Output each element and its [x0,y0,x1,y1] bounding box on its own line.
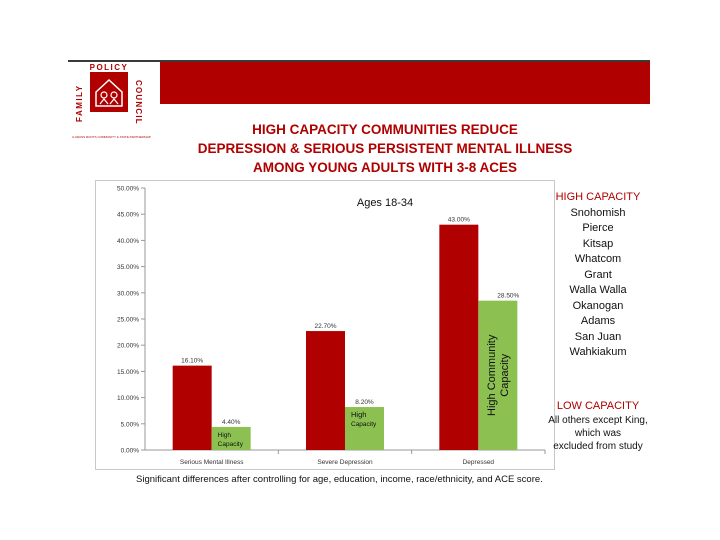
bar-chart [95,180,555,470]
inline-label-word: Capacity [351,421,377,429]
y-tick-label: 45.00% [116,211,139,219]
y-tick-label: 50.00% [116,185,139,193]
data-label: 28.50% [497,292,520,300]
high-capacity-county: San Juan [574,330,622,343]
inline-label-word: High [351,410,367,420]
title-line-1: HIGH CAPACITY COMMUNITIES REDUCE [252,122,518,137]
high-capacity-county: Whatcom [574,253,622,265]
data-label: 22.70% [314,323,337,331]
y-tick-label: 5.00% [120,421,139,429]
high-capacity-county: Snohomish [570,206,626,219]
high-capacity-county: Adams [580,315,616,327]
high-capacity-heading: HIGH CAPACITY [555,191,641,203]
data-label: 16.10% [181,357,204,365]
data-label: 4.40% [221,418,241,426]
footnote: Significant differences after controlling for age, education, income, race/ethnicity, and ACE score. [136,474,543,485]
x-category-label: Depressed [462,459,495,466]
high-capacity-county: Okanogan [572,299,624,312]
y-tick-label: 30.00% [116,290,139,298]
x-category-label: Serious Mental Illness [179,459,244,466]
high-capacity-county: Kitsap [582,237,614,250]
y-tick-label: 20.00% [116,342,139,350]
y-tick-label: 15.00% [116,368,139,376]
y-tick-label: 35.00% [116,264,139,272]
high-capacity-county: Grant [584,268,612,281]
logo-tagline: A GRASS ROOTS COMMUNITY & STATE PARTNERSHIP [72,135,151,139]
slide-title [170,120,600,177]
chart-title: Ages 18-34 [356,197,414,209]
y-tick-label: 40.00% [116,237,139,245]
logo-word-council: COUNCIL [134,80,143,125]
logo-word-policy: POLICY [89,63,129,72]
y-tick-label: 25.00% [116,316,139,324]
header-bar [160,62,650,104]
inline-label-word: High [217,431,232,439]
inline-label-word: Capacity [217,440,243,448]
low-capacity-note-3: excluded from study [553,441,643,452]
high-capacity-county: Pierce [582,222,614,234]
title-line-2: DEPRESSION & SERIOUS PERSISTENT MENTAL ILLNESS [197,141,573,156]
high-capacity-county: Wahkiakum [569,346,627,358]
inline-label-line-1: High Community [485,334,498,416]
title-line-3: AMONG YOUNG ADULTS WITH 3-8 ACES [252,160,517,175]
high-capacity-list [538,206,658,361]
family-policy-council-logo [68,62,158,146]
bar-low-capacity [173,366,212,450]
bar-low-capacity [439,225,478,450]
x-category-label: Severe Depression [317,459,373,466]
data-label: 8.20% [355,399,374,407]
capacity-legend [538,190,658,453]
high-capacity-county: Walla Walla [569,284,627,296]
inline-label-line-2: Capacity [498,353,511,397]
bar-high-capacity [478,301,517,450]
y-tick-label: 0.00% [120,447,139,455]
y-tick-label: 10.00% [116,395,139,403]
low-capacity-note-1: All others except King, [548,415,648,426]
low-capacity-heading: LOW CAPACITY [556,399,640,412]
data-label: 43.00% [447,216,470,224]
bar-low-capacity [306,331,345,450]
logo-word-family: FAMILY [75,84,84,122]
low-capacity-note-2: which was [574,428,622,439]
